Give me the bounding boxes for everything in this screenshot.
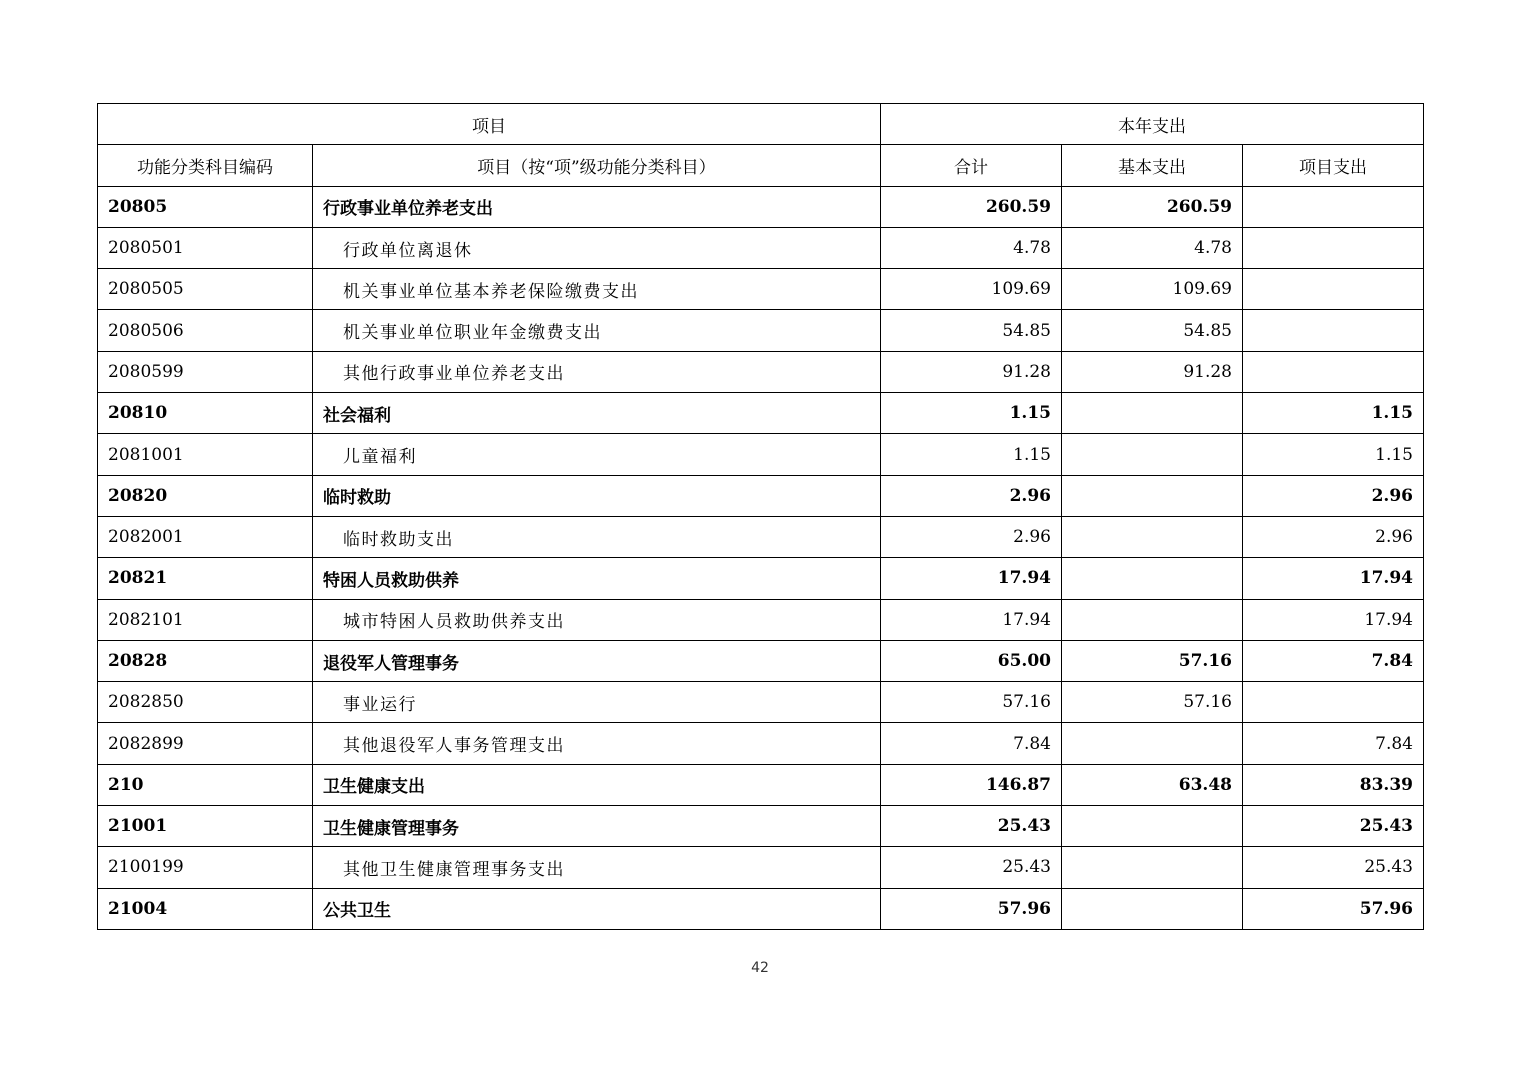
header-project-expense: 项目支出 [1243, 145, 1424, 186]
row-total: 7.84 [881, 723, 1062, 764]
row-project-expense: 7.84 [1243, 640, 1424, 681]
row-basic: 57.16 [1062, 682, 1243, 723]
row-code: 21001 [98, 806, 313, 847]
row-total: 91.28 [881, 351, 1062, 392]
page-number: 42 [751, 960, 769, 976]
row-name: 卫生健康支出 [313, 764, 881, 805]
row-project-expense: 2.96 [1243, 516, 1424, 557]
row-total: 1.15 [881, 434, 1062, 475]
row-total: 54.85 [881, 310, 1062, 351]
table-row [98, 558, 1424, 599]
row-total: 2.96 [881, 475, 1062, 516]
row-name: 其他退役军人事务管理支出 [313, 723, 881, 764]
row-project-expense: 17.94 [1243, 599, 1424, 640]
row-basic: 63.48 [1062, 764, 1243, 805]
table-row [98, 186, 1424, 227]
row-basic [1062, 516, 1243, 557]
table-row [98, 227, 1424, 268]
row-name: 行政单位离退休 [313, 227, 881, 268]
header-project-detail: 项目（按“项”级功能分类科目） [313, 145, 881, 186]
table-row [98, 806, 1424, 847]
table-row [98, 640, 1424, 681]
row-name: 机关事业单位职业年金缴费支出 [313, 310, 881, 351]
row-total: 57.96 [881, 888, 1062, 929]
header-row-1 [98, 104, 1424, 145]
row-code: 2082101 [98, 599, 313, 640]
header-code: 功能分类科目编码 [98, 145, 313, 186]
row-project-expense: 25.43 [1243, 806, 1424, 847]
row-total: 17.94 [881, 599, 1062, 640]
row-project-expense [1243, 310, 1424, 351]
row-basic [1062, 599, 1243, 640]
table-row [98, 351, 1424, 392]
row-total: 2.96 [881, 516, 1062, 557]
row-project-expense: 1.15 [1243, 434, 1424, 475]
row-code: 2080506 [98, 310, 313, 351]
row-basic [1062, 393, 1243, 434]
row-basic: 91.28 [1062, 351, 1243, 392]
header-basic: 基本支出 [1062, 145, 1243, 186]
row-project-expense: 7.84 [1243, 723, 1424, 764]
row-basic [1062, 558, 1243, 599]
table-row [98, 764, 1424, 805]
row-name: 卫生健康管理事务 [313, 806, 881, 847]
row-code: 20810 [98, 393, 313, 434]
row-code: 2080599 [98, 351, 313, 392]
header-project: 项目 [98, 104, 881, 145]
row-name: 特困人员救助供养 [313, 558, 881, 599]
row-total: 57.16 [881, 682, 1062, 723]
header-row-2 [98, 145, 1424, 186]
row-code: 2082001 [98, 516, 313, 557]
row-project-expense [1243, 186, 1424, 227]
row-name: 社会福利 [313, 393, 881, 434]
row-project-expense [1243, 351, 1424, 392]
row-name: 退役军人管理事务 [313, 640, 881, 681]
row-code: 2080501 [98, 227, 313, 268]
table-body [98, 186, 1424, 929]
header-current-year-expense: 本年支出 [881, 104, 1424, 145]
table-row [98, 599, 1424, 640]
table-row [98, 434, 1424, 475]
row-code: 20820 [98, 475, 313, 516]
row-total: 109.69 [881, 269, 1062, 310]
row-total: 25.43 [881, 847, 1062, 888]
budget-table [97, 103, 1424, 930]
row-name: 其他行政事业单位养老支出 [313, 351, 881, 392]
row-total: 260.59 [881, 186, 1062, 227]
row-name: 临时救助 [313, 475, 881, 516]
row-basic: 57.16 [1062, 640, 1243, 681]
row-code: 2080505 [98, 269, 313, 310]
row-code: 20805 [98, 186, 313, 227]
row-basic: 4.78 [1062, 227, 1243, 268]
row-code: 20828 [98, 640, 313, 681]
header-total: 合计 [881, 145, 1062, 186]
row-project-expense [1243, 269, 1424, 310]
row-code: 20821 [98, 558, 313, 599]
row-basic [1062, 806, 1243, 847]
row-project-expense: 2.96 [1243, 475, 1424, 516]
table-row [98, 682, 1424, 723]
row-basic [1062, 888, 1243, 929]
row-name: 事业运行 [313, 682, 881, 723]
row-project-expense: 57.96 [1243, 888, 1424, 929]
table-row [98, 393, 1424, 434]
row-basic: 109.69 [1062, 269, 1243, 310]
row-code: 2100199 [98, 847, 313, 888]
row-project-expense: 25.43 [1243, 847, 1424, 888]
table-row [98, 516, 1424, 557]
row-code: 21004 [98, 888, 313, 929]
row-total: 4.78 [881, 227, 1062, 268]
row-code: 2081001 [98, 434, 313, 475]
row-name: 公共卫生 [313, 888, 881, 929]
row-project-expense: 17.94 [1243, 558, 1424, 599]
row-basic: 260.59 [1062, 186, 1243, 227]
row-basic [1062, 847, 1243, 888]
table-row [98, 723, 1424, 764]
row-code: 210 [98, 764, 313, 805]
row-total: 1.15 [881, 393, 1062, 434]
row-name: 行政事业单位养老支出 [313, 186, 881, 227]
row-basic: 54.85 [1062, 310, 1243, 351]
table-row [98, 310, 1424, 351]
row-code: 2082899 [98, 723, 313, 764]
row-basic [1062, 723, 1243, 764]
row-name: 儿童福利 [313, 434, 881, 475]
row-name: 其他卫生健康管理事务支出 [313, 847, 881, 888]
row-project-expense [1243, 227, 1424, 268]
row-basic [1062, 475, 1243, 516]
row-name: 临时救助支出 [313, 516, 881, 557]
row-total: 17.94 [881, 558, 1062, 599]
row-name: 城市特困人员救助供养支出 [313, 599, 881, 640]
row-name: 机关事业单位基本养老保险缴费支出 [313, 269, 881, 310]
row-total: 65.00 [881, 640, 1062, 681]
row-project-expense [1243, 682, 1424, 723]
row-total: 146.87 [881, 764, 1062, 805]
row-basic [1062, 434, 1243, 475]
row-code: 2082850 [98, 682, 313, 723]
row-project-expense: 83.39 [1243, 764, 1424, 805]
table-row [98, 475, 1424, 516]
row-total: 25.43 [881, 806, 1062, 847]
row-project-expense: 1.15 [1243, 393, 1424, 434]
table-row [98, 269, 1424, 310]
table-row [98, 847, 1424, 888]
table-row [98, 888, 1424, 929]
